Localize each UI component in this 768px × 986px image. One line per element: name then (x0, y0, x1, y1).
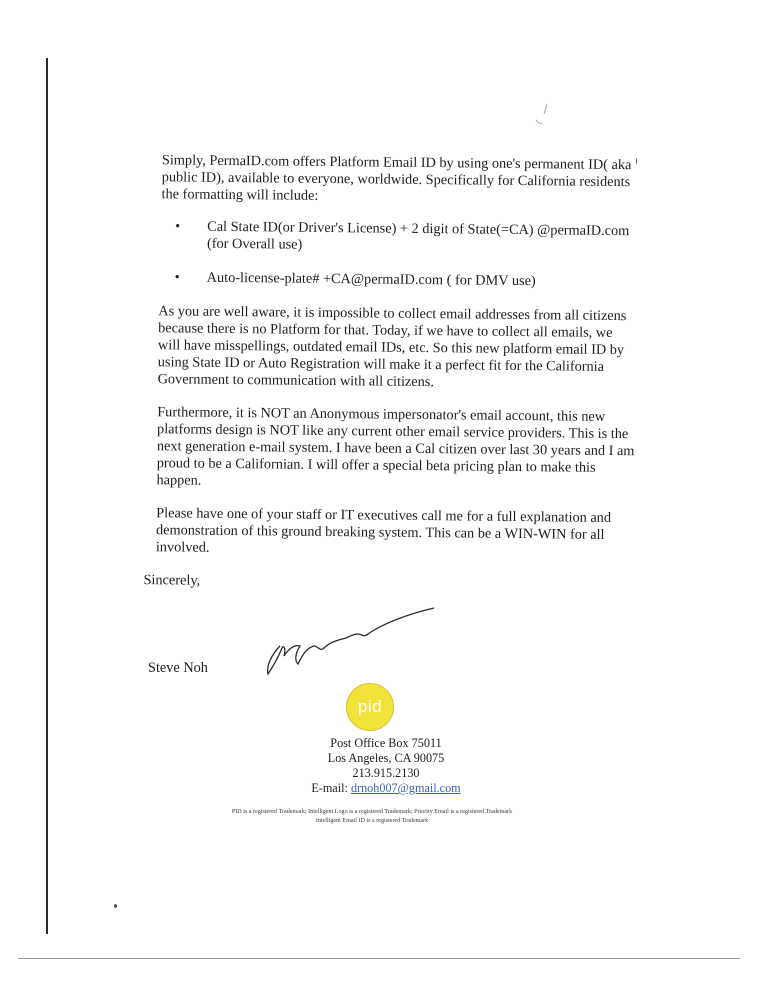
trademark-line-2: Intelligent Email ID is a registered Trademark (315, 818, 429, 824)
pid-logo: pid (346, 683, 394, 731)
email-link[interactable]: drnoh007@gmail.com (350, 781, 461, 795)
scan-edge-line (46, 58, 48, 934)
closing-salutation: Sincerely, (143, 572, 201, 589)
address-line-1: Post Office Box 75011 (330, 736, 442, 750)
signer-name: Steve Noh (148, 660, 208, 676)
handwritten-signature (258, 604, 438, 684)
list-item: • Cal State ID(or Driver's License) + 2 digit of State(=CA) @permaID.com (for Overall use) (175, 218, 637, 257)
intro-paragraph: Simply, PermaID.com offers Platform Email ID by using one's permanent ID( aka public ID), available to everyone, worldwide. Specifically for California residents the formatting will include: (161, 152, 632, 204)
scan-speck (114, 904, 117, 908)
paragraph-next-generation: Furthermore, it is NOT an Anonymous impersonator's email account, this new platforms design is NOT like any current other email service providers. This is the next generation e-mail system. I have been a Cal citizen over last 30 years and I am proud to be a Californian. I will offer a special beta pricing plan to make this happen. (156, 404, 635, 489)
trademark-line-1: PID is a registered Trademark; Intelligent Logo is a registered Trademark; Priority Email is a registered Trademark (231, 809, 513, 815)
letterhead-address (300, 736, 472, 796)
address-line-2: Los Angeles, CA 90075 (327, 751, 445, 765)
pen-mark-icon (533, 102, 553, 128)
paragraph-platform: As you are well aware, it is impossible to collect email addresses from all citizens because there is no Platform for that. Today, if we have to collect all emails, we will have misspellings, outdated email IDs, etc. So this new platform email ID by using State ID or Auto Registration will make it a perfect fit for the California Government to communication with all citizens. (157, 303, 627, 391)
phone-number: 213.915.2130 (352, 766, 420, 780)
email-row (300, 781, 472, 796)
trademark-notice (172, 808, 572, 826)
paragraph-call-to-action: Please have one of your staff or IT executives call me for a full explanation and demonstration of this ground breaking system. This can be a WIN-WIN for all involved. (155, 505, 612, 556)
list-item: • Auto-license-plate# +CA@permaID.com ( for DMV use) (175, 269, 637, 291)
bottom-rule (18, 958, 740, 959)
email-label: E-mail: (311, 781, 351, 795)
letter-body (133, 152, 638, 594)
email-format-list (137, 218, 638, 291)
